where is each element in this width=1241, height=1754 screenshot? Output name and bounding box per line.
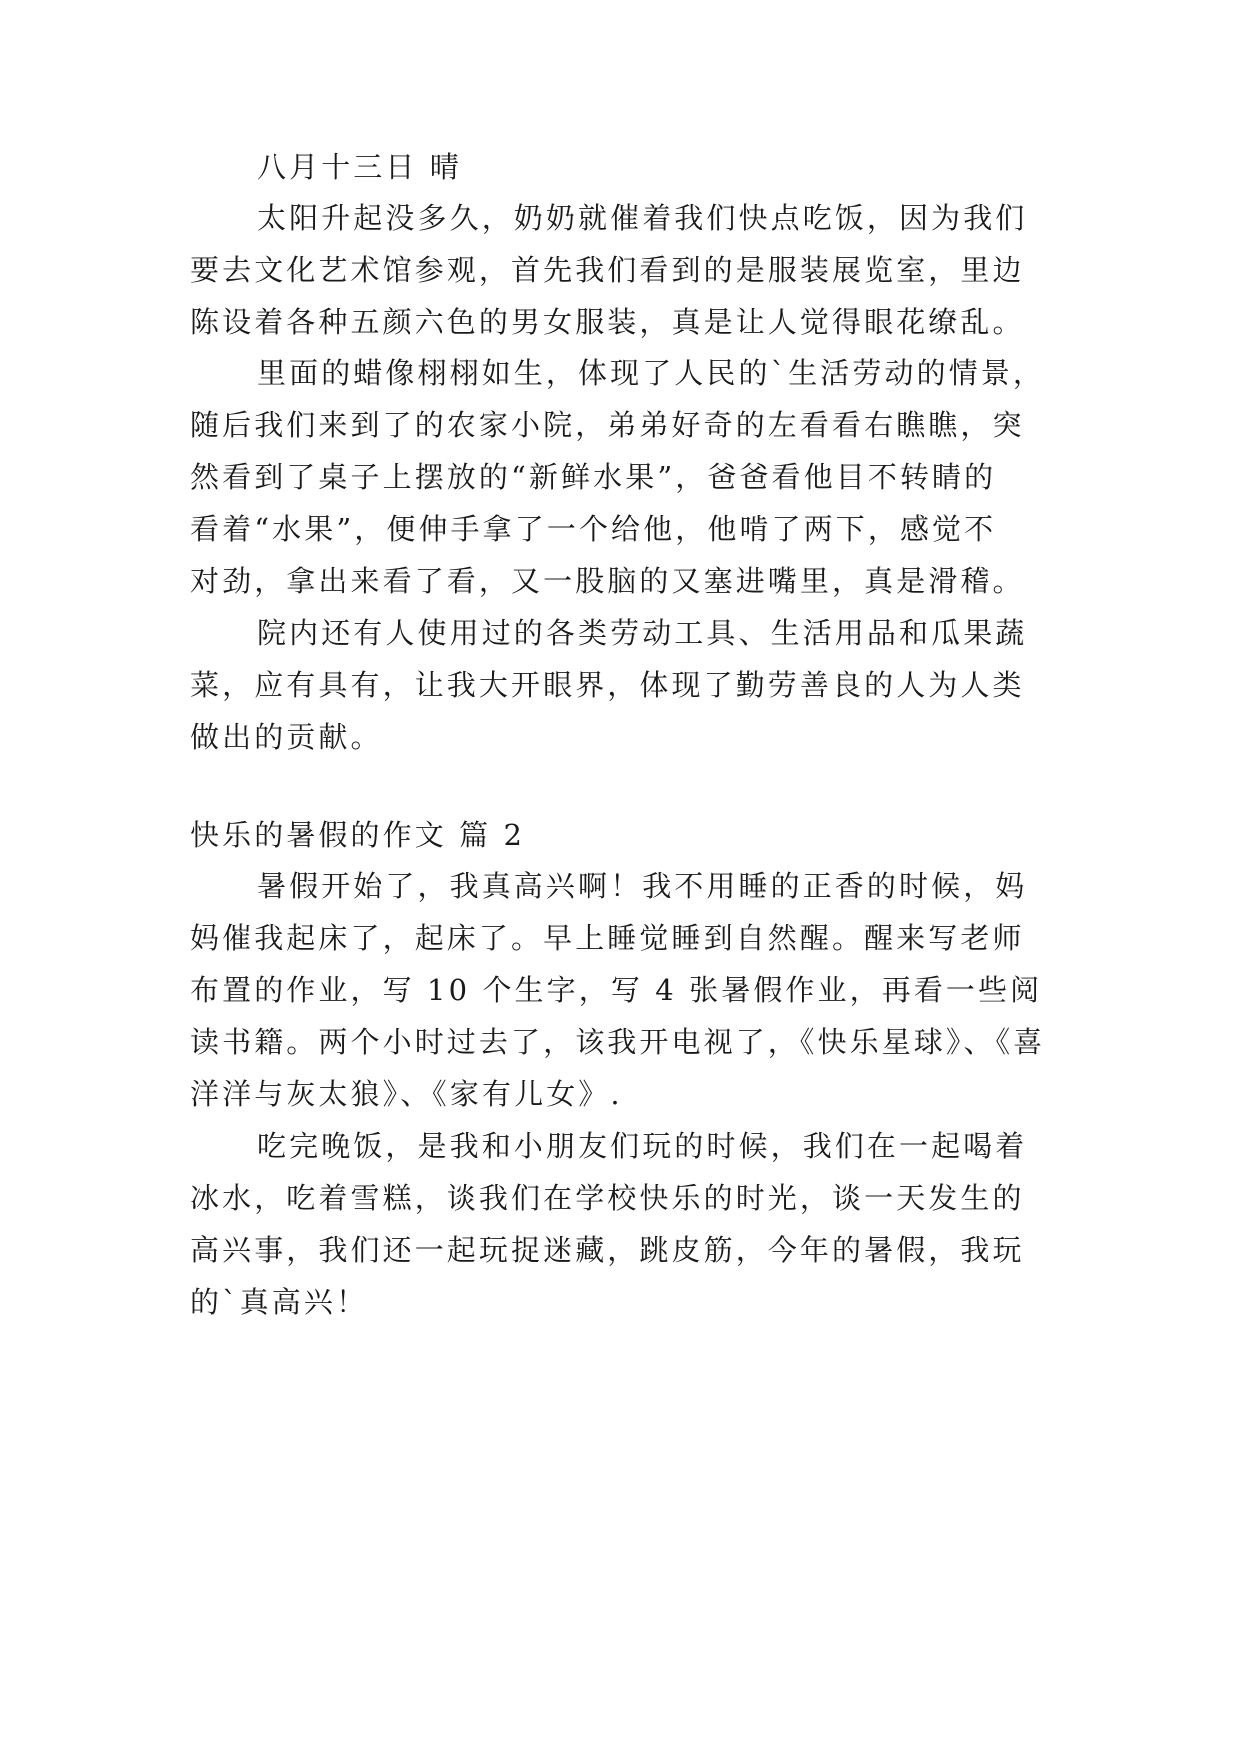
text-line: 太阳升起没多久，奶奶就催着我们快点吃饭，因为我们 — [257, 201, 1028, 235]
text-line: 看着“水果”，便伸手拿了一个给他，他啃了两下，感觉不 — [190, 512, 997, 546]
text-line: 的`真高兴！ — [190, 1285, 369, 1319]
text-line: 菜，应有具有，让我大开眼界，体现了勤劳善良的人为人类 — [190, 668, 1025, 702]
text-line: 里面的蜡像栩栩如生，体现了人民的`生活劳动的情景， — [257, 356, 1046, 390]
entry-date: 八月十三日 晴 — [257, 150, 462, 184]
text-line: 冰水，吃着雪糕，谈我们在学校快乐的时光，谈一天发生的 — [190, 1181, 1025, 1215]
text-line: 洋洋与灰太狼》、《家有儿女》. — [190, 1077, 623, 1111]
text-line: 读书籍。两个小时过去了，该我开电视了，《快乐星球》、《喜 — [190, 1025, 1046, 1059]
text-line: 做出的贡献。 — [190, 720, 383, 754]
text-line: 随后我们来到了的农家小院，弟弟好奇的左看看右瞧瞧，突 — [190, 408, 1025, 442]
text-line: 布置的作业，写 10 个生字，写 4 张暑假作业，再看一些阅 — [190, 973, 1043, 1007]
text-line: 院内还有人使用过的各类劳动工具、生活用品和瓜果蔬 — [257, 616, 1028, 650]
text-line: 要去文化艺术馆参观，首先我们看到的是服装展览室，里边 — [190, 253, 1025, 287]
text-line: 然看到了桌子上摆放的“新鲜水果”，爸爸看他目不转睛的 — [190, 460, 997, 494]
text-line: 陈设着各种五颜六色的男女服装，真是让人觉得眼花缭乱。 — [190, 305, 1025, 339]
section-heading: 快乐的暑假的作文 篇 2 — [190, 818, 526, 852]
text-line: 吃完晚饭，是我和小朋友们玩的时候，我们在一起喝着 — [257, 1129, 1028, 1163]
text-line: 暑假开始了，我真高兴啊！我不用睡的正香的时候，妈 — [257, 869, 1028, 903]
text-line: 妈催我起床了，起床了。早上睡觉睡到自然醒。醒来写老师 — [190, 921, 1025, 955]
text-line: 对劲，拿出来看了看，又一股脑的又塞进嘴里，真是滑稽。 — [190, 564, 1025, 598]
text-line: 高兴事，我们还一起玩捉迷藏，跳皮筋，今年的暑假，我玩 — [190, 1233, 1025, 1267]
